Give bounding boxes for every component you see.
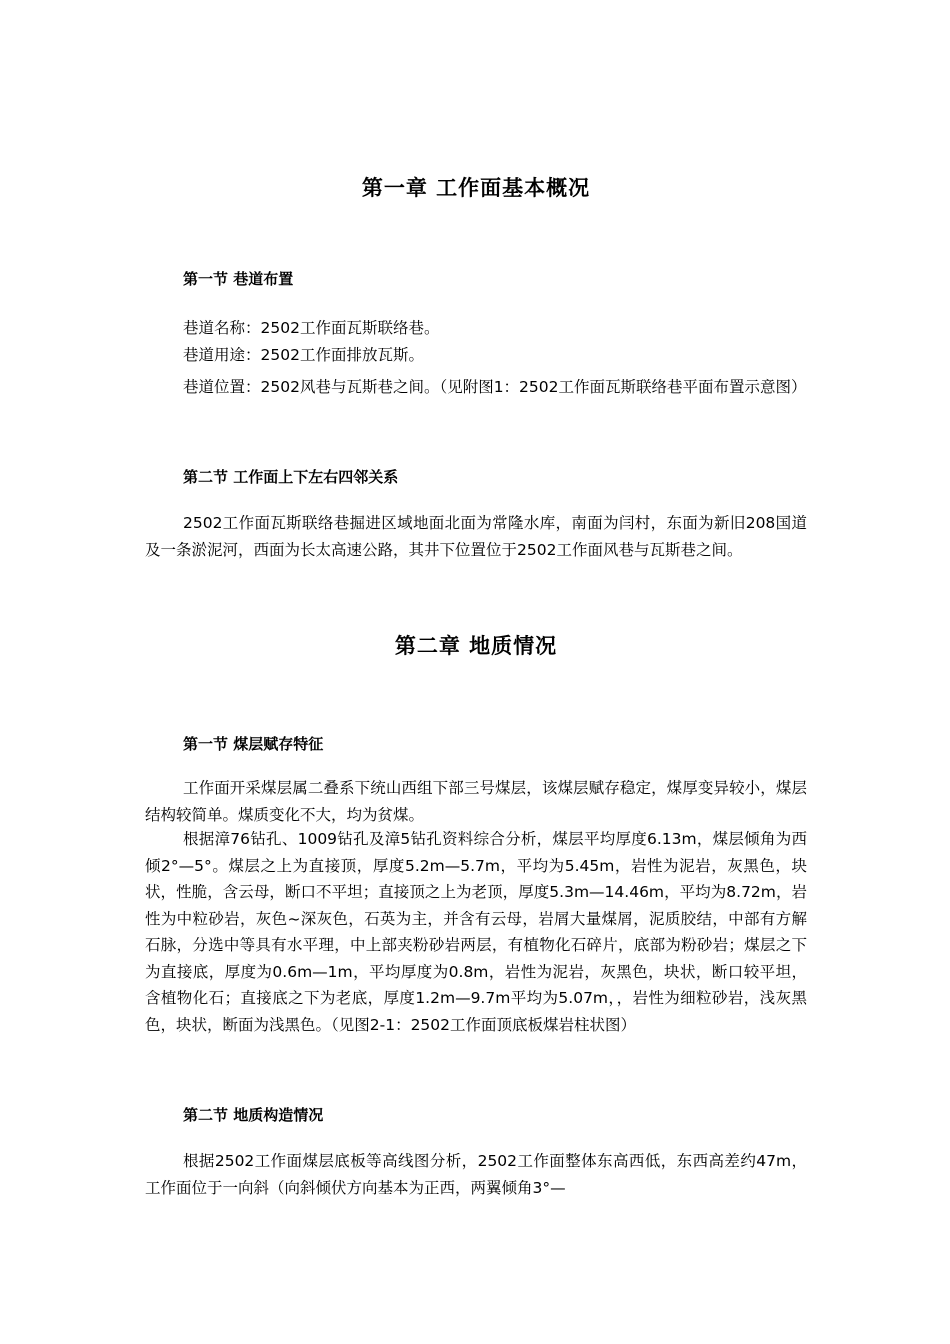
paragraph-coal-seam-overview: 工作面开采煤层属二叠系下统山西组下部三号煤层，该煤层赋存稳定，煤厚变异较小，煤层结构较简单。煤质变化不大，均为贫煤。 (145, 779, 807, 824)
paragraph-tunnel-location: 巷道位置：2502风巷与瓦斯巷之间。（见附图1：2502工作面瓦斯联络巷平面布置示意图） (183, 378, 807, 396)
chapter-2-section-1-title: 第一节 煤层赋存特征 (183, 735, 324, 753)
chapter-1-title: 第一章 工作面基本概况 (361, 176, 591, 200)
chapter-2-section-2-title: 第二节 地质构造情况 (183, 1106, 324, 1124)
paragraph-geological-structure: 根据2502工作面煤层底板等高线图分析，2502工作面整体东高西低，东西高差约47m，工作面位于一向斜（向斜倾伏方向基本为正西，两翼倾角3°— (145, 1152, 807, 1197)
chapter-1-section-1-title: 第一节 巷道布置 (183, 270, 294, 288)
paragraph-tunnel-purpose: 巷道用途：2502工作面排放瓦斯。 (183, 346, 424, 364)
document-page (145, 0, 807, 1344)
paragraph-tunnel-name: 巷道名称：2502工作面瓦斯联络巷。 (183, 319, 440, 337)
paragraph-neighbor-relations: 2502工作面瓦斯联络巷掘进区域地面北面为常隆水库，南面为闫村，东面为新旧208国道及一条淤泥河，西面为长太高速公路，其井下位置位于2502工作面风巷与瓦斯巷之间。 (145, 514, 807, 559)
chapter-2-title: 第二章 地质情况 (394, 634, 558, 658)
paragraph-coal-seam-details: 根据漳76钻孔、1009钻孔及漳5钻孔资料综合分析，煤层平均厚度6.13m，煤层倾角为西倾2°—5°。煤层之上为直接顶，厚度5.2m—5.7m，平均为5.45m，岩性为泥岩，灰黑色，块状，性脆，含云母，断口不平坦；直接顶之上为老顶，厚度5.3m—14.46m，平均为8.72m，岩性为中粒砂岩，灰色~深灰色，石英为主，并含有云母，岩屑大量煤屑，泥质胶结，中部有方解石脉，分选中等具有水平理，中上部夹粉砂岩两层，有植物化石碎片，底部为粉砂岩；煤层之下为直接底，厚度为0.6m—1m，平均厚度为0.8m，岩性为泥岩，灰黑色，块状，断口较平坦，含植物化石；直接底之下为老底，厚度1.2m—9.7m平均为5.07m，，岩性为细粒砂岩，浅灰黑色，块状，断面为浅黑色。（见图2-1：2502工作面顶底板煤岩柱状图） (145, 830, 807, 1034)
chapter-1-section-2-title: 第二节 工作面上下左右四邻关系 (183, 468, 399, 486)
